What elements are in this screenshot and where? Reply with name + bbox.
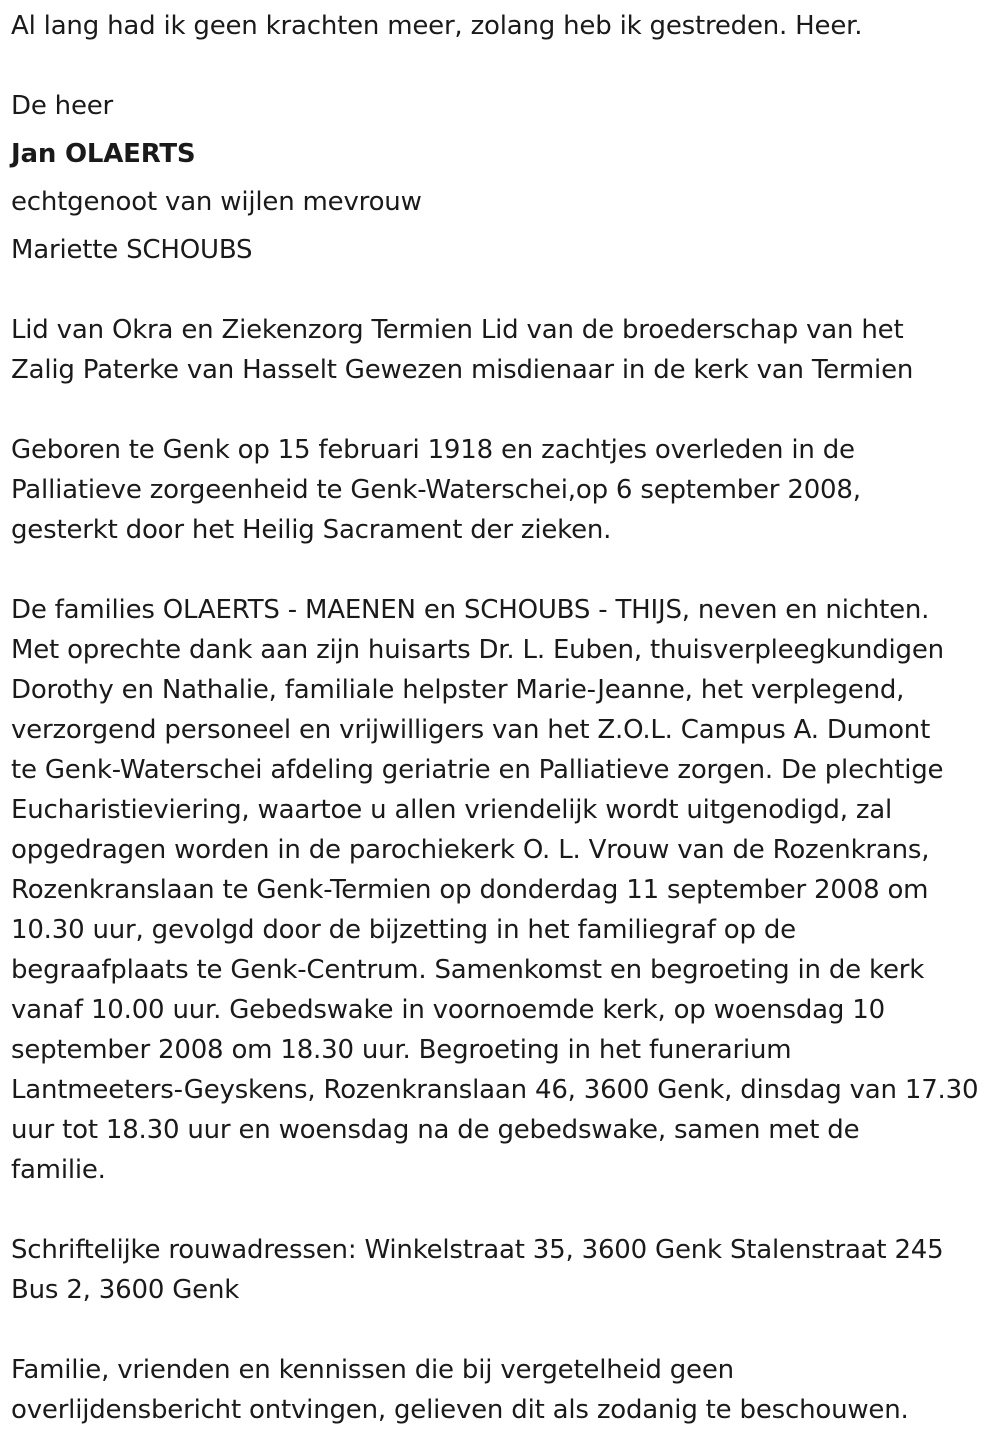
family-funeral-line: 10.30 uur, gevolgd door de bijzetting in het familiegraf op de [11, 915, 796, 945]
family-funeral-line: vanaf 10.00 uur. Gebedswake in voornoemde kerk, op woensdag 10 [11, 995, 885, 1025]
addresses-line: Bus 2, 3600 Genk [11, 1275, 240, 1305]
deceased-name: Jan OLAERTS [11, 139, 196, 169]
spouse-intro: echtgenoot van wijlen mevrouw [11, 187, 422, 217]
family-funeral-line: Dorothy en Nathalie, familiale helpster Marie-Jeanne, het verplegend, [11, 675, 905, 705]
family-funeral-line: Met oprechte dank aan zijn huisarts Dr. L. Euben, thuisverpleegkundigen [11, 635, 944, 665]
family-funeral-line: Lantmeeters-Geyskens, Rozenkranslaan 46, 3600 Genk, dinsdag van 17.30 [11, 1075, 979, 1105]
family-funeral-line: begraafplaats te Genk-Centrum. Samenkomst en begroeting in de kerk [11, 955, 925, 985]
closing-line: overlijdensbericht ontvingen, gelieven dit als zodanig te beschouwen. [11, 1395, 909, 1425]
family-funeral-line: te Genk-Waterschei afdeling geriatrie en Palliatieve zorgen. De plechtige [11, 755, 944, 785]
family-funeral-line: september 2008 om 18.30 uur. Begroeting in het funerarium [11, 1035, 792, 1065]
family-funeral-line: opgedragen worden in de parochiekerk O. L. Vrouw van de Rozenkrans, [11, 835, 930, 865]
memberships-line: Lid van Okra en Ziekenzorg Termien Lid van de broederschap van het [11, 315, 904, 345]
memberships-line: Zalig Paterke van Hasselt Gewezen misdienaar in de kerk van Termien [11, 355, 914, 385]
birth-death-line: Geboren te Genk op 15 februari 1918 en zachtjes overleden in de [11, 435, 855, 465]
family-funeral-line: De families OLAERTS - MAENEN en SCHOUBS - THIJS, neven en nichten. [11, 595, 930, 625]
salutation: De heer [11, 91, 114, 121]
family-funeral-line: Eucharistieviering, waartoe u allen vriendelijk wordt uitgenodigd, zal [11, 795, 893, 825]
opening-quote: Al lang had ik geen krachten meer, zolang heb ik gestreden. Heer. [11, 11, 863, 41]
spouse-name: Mariette SCHOUBS [11, 235, 253, 265]
family-funeral-line: familie. [11, 1155, 106, 1185]
birth-death-line: gesterkt door het Heilig Sacrament der zieken. [11, 515, 612, 545]
family-funeral-line: uur tot 18.30 uur en woensdag na de gebedswake, samen met de [11, 1115, 860, 1145]
closing-line: Familie, vrienden en kennissen die bij vergetelheid geen [11, 1355, 734, 1385]
family-funeral-line: Rozenkranslaan te Genk-Termien op donderdag 11 september 2008 om [11, 875, 929, 905]
birth-death-line: Palliatieve zorgeenheid te Genk-Waterschei,op 6 september 2008, [11, 475, 861, 505]
family-funeral-line: verzorgend personeel en vrijwilligers van het Z.O.L. Campus A. Dumont [11, 715, 931, 745]
addresses-line: Schriftelijke rouwadressen: Winkelstraat 35, 3600 Genk Stalenstraat 245 [11, 1235, 944, 1265]
